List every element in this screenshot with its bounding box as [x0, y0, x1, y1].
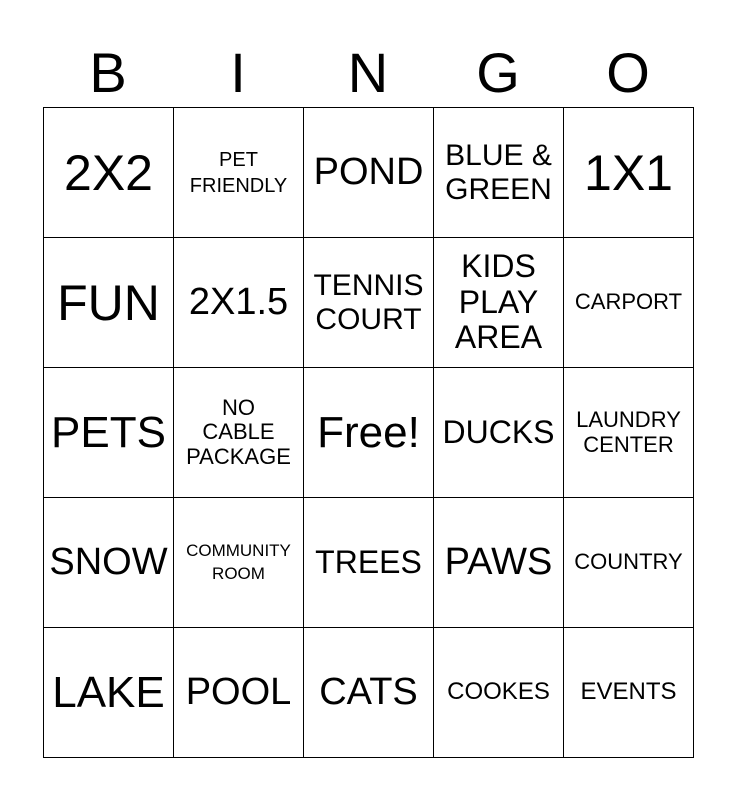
cell-label: COUNTRY [574, 549, 683, 575]
cell-label: 1X1 [584, 144, 673, 201]
bingo-cell-r5-c1[interactable] [44, 628, 174, 758]
cell-label: BLUE & GREEN [445, 138, 552, 206]
bingo-cell-r5-c2[interactable] [174, 628, 304, 758]
bingo-cell-r1-c5[interactable] [564, 108, 694, 238]
header-letter-n: N [347, 41, 389, 104]
cell-label: PETS [51, 407, 166, 457]
cell-label: PAWS [444, 541, 553, 584]
cell-label: 2X1.5 [188, 281, 289, 324]
bingo-cell-r3-c4[interactable] [434, 368, 564, 498]
bingo-cell-r2-c4[interactable] [434, 238, 564, 368]
bingo-cell-r4-c1[interactable] [44, 498, 174, 628]
bingo-cell-r1-c2[interactable] [174, 108, 304, 238]
bingo-cell-r1-c1[interactable] [44, 108, 174, 238]
bingo-board [43, 107, 694, 758]
bingo-cell-r2-c3[interactable] [304, 238, 434, 368]
bingo-cell-r2-c5[interactable] [564, 238, 694, 368]
cell-label: PET FRIENDLY [189, 148, 288, 197]
cell-label: Free! [317, 407, 420, 457]
cell-label: KIDS PLAY AREA [454, 247, 543, 356]
cell-label: TENNIS COURT [313, 268, 424, 336]
cell-label: NO CABLE PACKAGE [186, 394, 291, 469]
bingo-cell-r4-c4[interactable] [434, 498, 564, 628]
cell-label: POND [313, 151, 424, 194]
bingo-cell-r2-c1[interactable] [44, 238, 174, 368]
cell-label: CATS [319, 671, 418, 714]
bingo-cell-r3-c5[interactable] [564, 368, 694, 498]
bingo-cell-r4-c5[interactable] [564, 498, 694, 628]
cell-label: LAKE [52, 667, 165, 717]
cell-label: 2X2 [64, 144, 153, 201]
bingo-cell-r2-c2[interactable] [174, 238, 304, 368]
cell-label: COOKES [447, 678, 550, 706]
cell-label: TREES [315, 543, 422, 580]
bingo-cell-r5-c5[interactable] [564, 628, 694, 758]
bingo-cell-r3-c3[interactable] [304, 368, 434, 498]
bingo-cell-r1-c3[interactable] [304, 108, 434, 238]
bingo-cell-r5-c4[interactable] [434, 628, 564, 758]
header-letter-i: I [230, 41, 246, 104]
cell-label: SNOW [49, 541, 168, 584]
bingo-cell-r4-c2[interactable] [174, 498, 304, 628]
cell-label: DUCKS [442, 413, 555, 450]
bingo-cell-r5-c3[interactable] [304, 628, 434, 758]
cell-label: EVENTS [580, 678, 677, 706]
header-letter-g: G [476, 41, 520, 104]
bingo-header [43, 40, 693, 106]
header-letter-b: B [89, 41, 127, 104]
bingo-cell-r3-c2[interactable] [174, 368, 304, 498]
bingo-cell-r1-c4[interactable] [434, 108, 564, 238]
bingo-cell-r3-c1[interactable] [44, 368, 174, 498]
cell-label: POOL [185, 671, 292, 714]
cell-label: LAUNDRY CENTER [576, 406, 681, 457]
cell-label: COMMUNITY ROOM [186, 541, 291, 583]
bingo-cell-r4-c3[interactable] [304, 498, 434, 628]
cell-label: FUN [57, 274, 160, 331]
header-letter-o: O [606, 41, 650, 104]
cell-label: CARPORT [574, 289, 683, 315]
